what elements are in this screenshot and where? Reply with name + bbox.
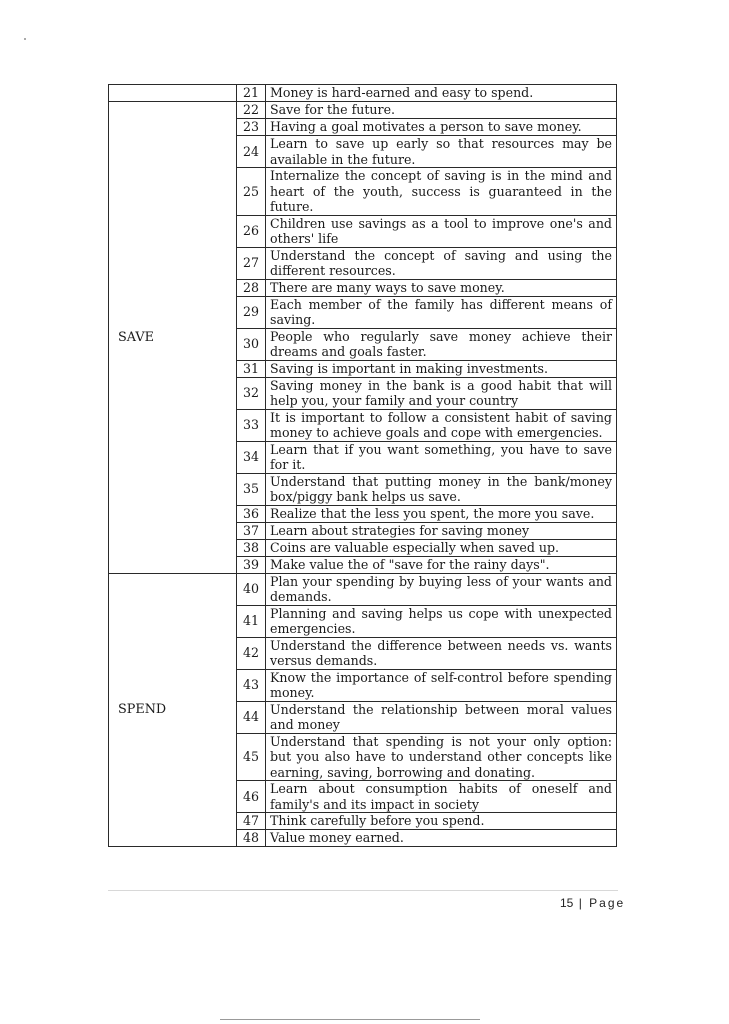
table-row bbox=[109, 85, 617, 102]
row-text: Plan your spending by buying less of your wants and demands. bbox=[266, 573, 617, 605]
row-text: Internalize the concept of saving is in the mind and heart of the youth, success is guaranteed in the future. bbox=[266, 168, 617, 216]
row-text: Children use savings as a tool to improve one's and others' life bbox=[266, 215, 617, 247]
page-label: | Page bbox=[578, 896, 626, 910]
page-number: 15 bbox=[560, 896, 574, 910]
row-text: There are many ways to save money. bbox=[266, 279, 617, 296]
row-number: 35 bbox=[237, 473, 266, 505]
row-number: 32 bbox=[237, 377, 266, 409]
row-number: 21 bbox=[237, 85, 266, 102]
row-text: Value money earned. bbox=[266, 830, 617, 847]
table-row bbox=[109, 102, 617, 119]
row-number: 29 bbox=[237, 296, 266, 328]
row-number: 44 bbox=[237, 701, 266, 733]
row-number: 26 bbox=[237, 215, 266, 247]
row-number: 43 bbox=[237, 669, 266, 701]
row-number: 25 bbox=[237, 168, 266, 216]
row-number: 24 bbox=[237, 136, 266, 168]
row-text: Understand that putting money in the bank/money box/piggy bank helps us save. bbox=[266, 473, 617, 505]
row-number: 34 bbox=[237, 441, 266, 473]
row-text: Learn that if you want something, you have to save for it. bbox=[266, 441, 617, 473]
category-spend: SPEND bbox=[109, 573, 237, 847]
row-text: It is important to follow a consistent habit of saving money to achieve goals and cope with emergencies. bbox=[266, 409, 617, 441]
row-text: Save for the future. bbox=[266, 102, 617, 119]
table-row bbox=[109, 573, 617, 605]
page-footer bbox=[560, 896, 625, 910]
row-number: 36 bbox=[237, 505, 266, 522]
row-text: Having a goal motivates a person to save money. bbox=[266, 119, 617, 136]
scan-edge-line bbox=[220, 1019, 480, 1020]
row-text: Learn about consumption habits of oneself and family's and its impact in society bbox=[266, 781, 617, 813]
row-text: Each member of the family has different means of saving. bbox=[266, 296, 617, 328]
row-text: Planning and saving helps us cope with unexpected emergencies. bbox=[266, 605, 617, 637]
row-number: 31 bbox=[237, 360, 266, 377]
row-number: 46 bbox=[237, 781, 266, 813]
row-text: Learn about strategies for saving money bbox=[266, 522, 617, 539]
row-number: 41 bbox=[237, 605, 266, 637]
row-number: 39 bbox=[237, 556, 266, 573]
row-number: 45 bbox=[237, 733, 266, 781]
row-text: Make value the of "save for the rainy days". bbox=[266, 556, 617, 573]
category-save: SAVE bbox=[109, 102, 237, 574]
row-number: 28 bbox=[237, 279, 266, 296]
row-number: 23 bbox=[237, 119, 266, 136]
row-number: 40 bbox=[237, 573, 266, 605]
row-text: Understand the relationship between moral values and money bbox=[266, 701, 617, 733]
row-number: 48 bbox=[237, 830, 266, 847]
row-text: Money is hard-earned and easy to spend. bbox=[266, 85, 617, 102]
row-text: Understand the concept of saving and using the different resources. bbox=[266, 247, 617, 279]
row-text: People who regularly save money achieve their dreams and goals faster. bbox=[266, 328, 617, 360]
competency-table bbox=[108, 84, 617, 847]
row-number: 42 bbox=[237, 637, 266, 669]
row-text: Understand that spending is not your only option: but you also have to understand other concepts like earning, saving, borrowing and donating. bbox=[266, 733, 617, 781]
category-cell-empty bbox=[109, 85, 237, 102]
row-number: 27 bbox=[237, 247, 266, 279]
row-text: Saving money in the bank is a good habit that will help you, your family and your country bbox=[266, 377, 617, 409]
row-text: Think carefully before you spend. bbox=[266, 813, 617, 830]
row-text: Know the importance of self-control before spending money. bbox=[266, 669, 617, 701]
row-number: 47 bbox=[237, 813, 266, 830]
row-number: 22 bbox=[237, 102, 266, 119]
row-text: Understand the difference between needs vs. wants versus demands. bbox=[266, 637, 617, 669]
row-number: 37 bbox=[237, 522, 266, 539]
row-text: Saving is important in making investments. bbox=[266, 360, 617, 377]
row-text: Coins are valuable especially when saved up. bbox=[266, 539, 617, 556]
row-text: Realize that the less you spent, the more you save. bbox=[266, 505, 617, 522]
footer-divider bbox=[108, 890, 618, 891]
row-number: 30 bbox=[237, 328, 266, 360]
row-number: 38 bbox=[237, 539, 266, 556]
scan-speck bbox=[24, 38, 26, 40]
row-text: Learn to save up early so that resources may be available in the future. bbox=[266, 136, 617, 168]
row-number: 33 bbox=[237, 409, 266, 441]
